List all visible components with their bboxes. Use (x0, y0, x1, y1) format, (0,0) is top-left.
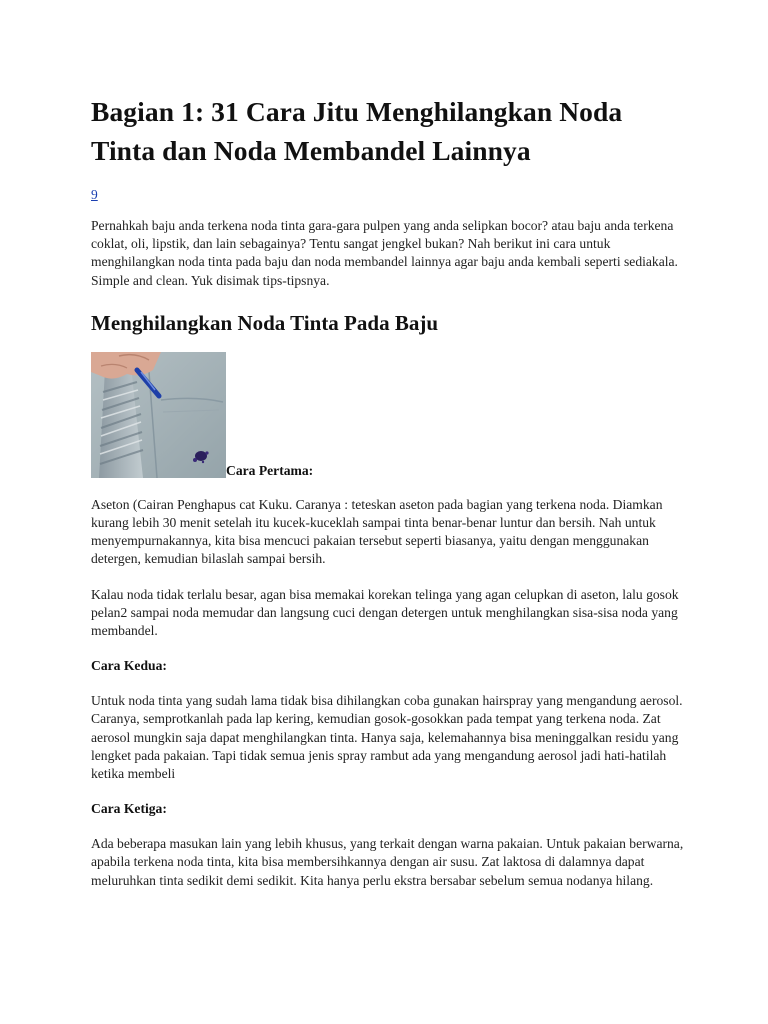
intro-paragraph: Pernahkah baju anda terkena noda tinta gara-gara pulpen yang anda selipkan bocor? atau baju anda terkena coklat, oli, lipstik, dan lain sebagainya? Tentu sangat jengkel bukan? Nah berikut ini cara untuk menghilangkan noda tinta pada baju dan noda membandel lainnya agar baju anda kembali seperti sediakala. Simple and clean. Yuk disimak tips-tipsnya. (91, 218, 678, 288)
figure-row (91, 352, 691, 479)
article (91, 92, 691, 890)
cara-ketiga-paragraph: Ada beberapa masukan lain yang lebih khusus, yang terkait dengan warna pakaian. Untuk pakaian berwarna, apabila terkena noda tinta, kita bisa membersihkannya dengan air susu. Zat laktosa di dalamnya dapat meluruhkan tinta sedikit demi sedikit. Kita hanya perlu ekstra bersabar sebelum semua nodanya hilang. (91, 836, 684, 888)
cara-ketiga-heading: Cara Ketiga: (91, 801, 167, 817)
section-title: Menghilangkan Noda Tinta Pada Baju (91, 310, 438, 335)
comment-count-link[interactable]: 9 (91, 187, 98, 202)
cara-kedua-paragraph: Untuk noda tinta yang sudah lama tidak bisa dihilangkan coba gunakan hairspray yang mengandung aerosol. Caranya, semprotkanlah pada lap kering, kemudian gosok-gosokkan pada tempat yang terkena noda. Zat aerosol mungkin saja dapat menghilangkan tinta. Hanya saja, kelemahannya bisa meninggalkan residu yang lengket pada pakaian. Tapi tidak semua jenis spray rambut ada yang mengandung aerosol jadi hati-hatilah ketika membeli (91, 693, 683, 782)
article-title: Bagian 1: 31 Cara Jitu Menghilangkan Noda Tinta dan Noda Membandel Lainnya (91, 96, 623, 166)
ink-stained-shirt-image (91, 352, 226, 478)
cara-pertama-heading: Cara Pertama: (226, 462, 314, 478)
cara-pertama-paragraph-2: Kalau noda tidak terlalu besar, agan bisa memakai korekan telinga yang agan celupkan di aseton, lalu gosok pelan2 sampai noda memudar dan langsung cuci dengan detergen untuk menghilangkan sisa-sisa noda yang membandel. (91, 586, 679, 639)
cara-pertama-paragraph-1: Aseton (Cairan Penghapus cat Kuku. Caranya : teteskan aseton pada bagian yang terkena noda. Diamkan kurang lebih 30 menit setelah itu kucek-kuceklah sampai tinta benar-benar luntur dan bersih. Nah untuk menyempurnakannya, kita bisa mencuci pakaian tersebut seperti biasanya, yaitu dengan menggunakan detergen, kemudian bilaslah sampai bersih. (91, 496, 663, 567)
cara-kedua-heading: Cara Kedua: (91, 658, 167, 674)
